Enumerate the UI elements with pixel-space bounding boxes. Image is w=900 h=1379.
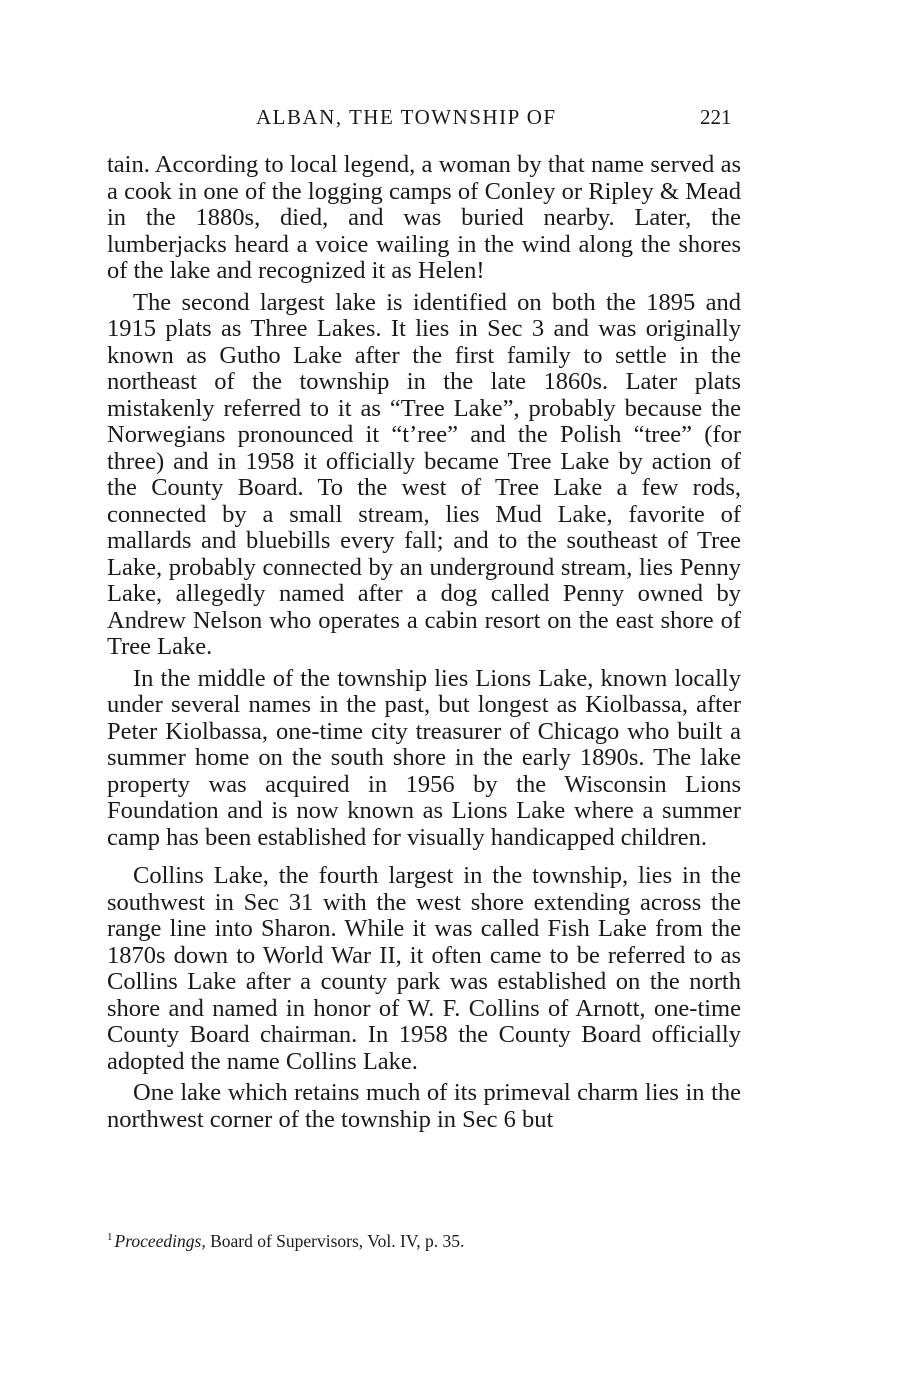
footnote [107,1230,741,1252]
page-number: 221 [700,105,732,129]
body-text [107,152,741,1133]
paragraph-helen-lake-legend: tain. According to local legend, a woman by that name served as a cook in one of the logging camps of Conley or Ripley & Mead in the 1880s, died, and was buried nearby. Later, the lumberjacks heard a voice wailing in the wind along the shores of the lake and recognized it as Helen! [107,151,741,284]
footnote-citation: Board of Supervisors, Vol. IV, p. 35. [205,1231,465,1251]
running-title: ALBAN, THE TOWNSHIP OF [256,105,557,129]
paragraph-lions-lake: In the middle of the township lies Lions Lake, known locally under several names in the past, but longest as Kiolbassa, after Peter Kiolbassa, one-time city treasurer of Chicago who built a summer home on the south shore in the early 1890s. The lake property was acquired in 1956 by the Wisconsin Lions Foundation and is now known as Lions Lake where a summer camp has been established for visually handicapped children. [107,664,741,851]
footnote-source-title: Proceedings, [114,1231,206,1251]
paragraph-northwest-lake: One lake which retains much of its primeval charm lies in the northwest corner of the township in Sec 6 but [107,1079,741,1133]
footnote-marker: 1 [107,1231,113,1244]
paragraph-collins-lake: Collins Lake, the fourth largest in the township, lies in the southwest in Sec 31 with the west shore extending across the range line into Sharon. While it was called Fish Lake from the 1870s down to World War II, it often came to be referred to as Collins Lake after a county park was established on the north shore and named in honor of W. F. Collins of Arnott, one-time County Board chairman. In 1958 the County Board officially adopted the name Collins Lake. [107,862,741,1075]
paragraph-tree-lake: The second largest lake is identified on both the 1895 and 1915 plats as Three Lakes. It lies in Sec 3 and was originally known as Gutho Lake after the first family to settle in the northeast of the township in the late 1860s. Later plats mistakenly referred to it as “Tree Lake”, probably because the Norwegians pronounced it “t’ree” and the Polish “tree” (for three) and in 1958 it officially became Tree Lake by action of the County Board. To the west of Tree Lake a few rods, connected by a small stream, lies Mud Lake, favorite of mallards and bluebills every fall; and to the southeast of Tree Lake, probably connected by an underground stream, lies Penny Lake, allegedly named after a dog called Penny owned by Andrew Nelson who operates a cabin resort on the east shore of Tree Lake. [107,288,741,660]
